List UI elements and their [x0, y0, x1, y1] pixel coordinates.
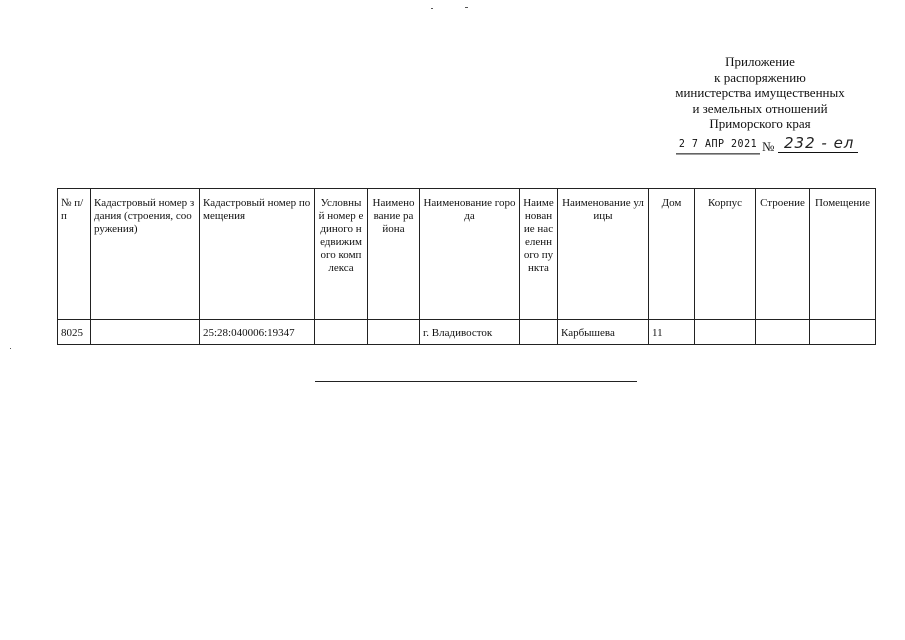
- header-cell-corpus: Корпус: [695, 189, 756, 320]
- cell-district: [368, 320, 420, 345]
- header-cell-building: Строение: [756, 189, 810, 320]
- scan-speck: [431, 8, 433, 9]
- cell-premises-cadastral: 25:28:040006:19347: [200, 320, 315, 345]
- header-cell-settlement: Наименование населенного пункта: [520, 189, 558, 320]
- header-cell-house: Дом: [649, 189, 695, 320]
- annex-line: к распоряжению: [714, 69, 806, 85]
- header-cell-building-cadastral: Кадастровый номер здания (строения, сооружения): [91, 189, 200, 320]
- cell-corpus: [695, 320, 756, 345]
- annex-line: Приложение: [725, 54, 795, 69]
- order-date-number: [676, 134, 876, 156]
- number-sign: №: [762, 139, 775, 154]
- property-table: [57, 188, 876, 345]
- header-cell-district: Наименование района: [368, 189, 420, 320]
- annex-line: и земельных отношений: [692, 100, 828, 116]
- scan-speck: [10, 348, 11, 349]
- header-cell-premises: Помещение: [810, 189, 876, 320]
- cell-number: 8025: [58, 320, 91, 345]
- annex-block: [600, 54, 905, 132]
- order-date-stamp: 2 7 АПР 2021: [676, 138, 760, 155]
- cell-city: г. Владивосток: [420, 320, 520, 345]
- cell-complex-number: [315, 320, 368, 345]
- cell-settlement: [520, 320, 558, 345]
- cell-building-cadastral: [91, 320, 200, 345]
- order-number-handwritten: 232 - ел: [778, 133, 858, 153]
- cell-premises: [810, 320, 876, 345]
- header-cell-complex-number: Условный номер единого недвижимого комплекса: [315, 189, 368, 320]
- cell-building: [756, 320, 810, 345]
- scan-speck: [465, 7, 468, 8]
- cell-street: Карбышева: [558, 320, 649, 345]
- annex-line: Приморского края: [709, 116, 811, 131]
- header-cell-street: Наименование улицы: [558, 189, 649, 320]
- annex-line: министерства имущественных: [675, 85, 845, 100]
- header-cell-city: Наименование города: [420, 189, 520, 320]
- table-row: [58, 320, 876, 345]
- header-cell-premises-cadastral: Кадастровый номер помещения: [200, 189, 315, 320]
- cell-house: 11: [649, 320, 695, 345]
- header-cell-number: № п/п: [58, 189, 91, 320]
- table-header-row: [58, 189, 876, 320]
- closing-rule: [315, 381, 637, 382]
